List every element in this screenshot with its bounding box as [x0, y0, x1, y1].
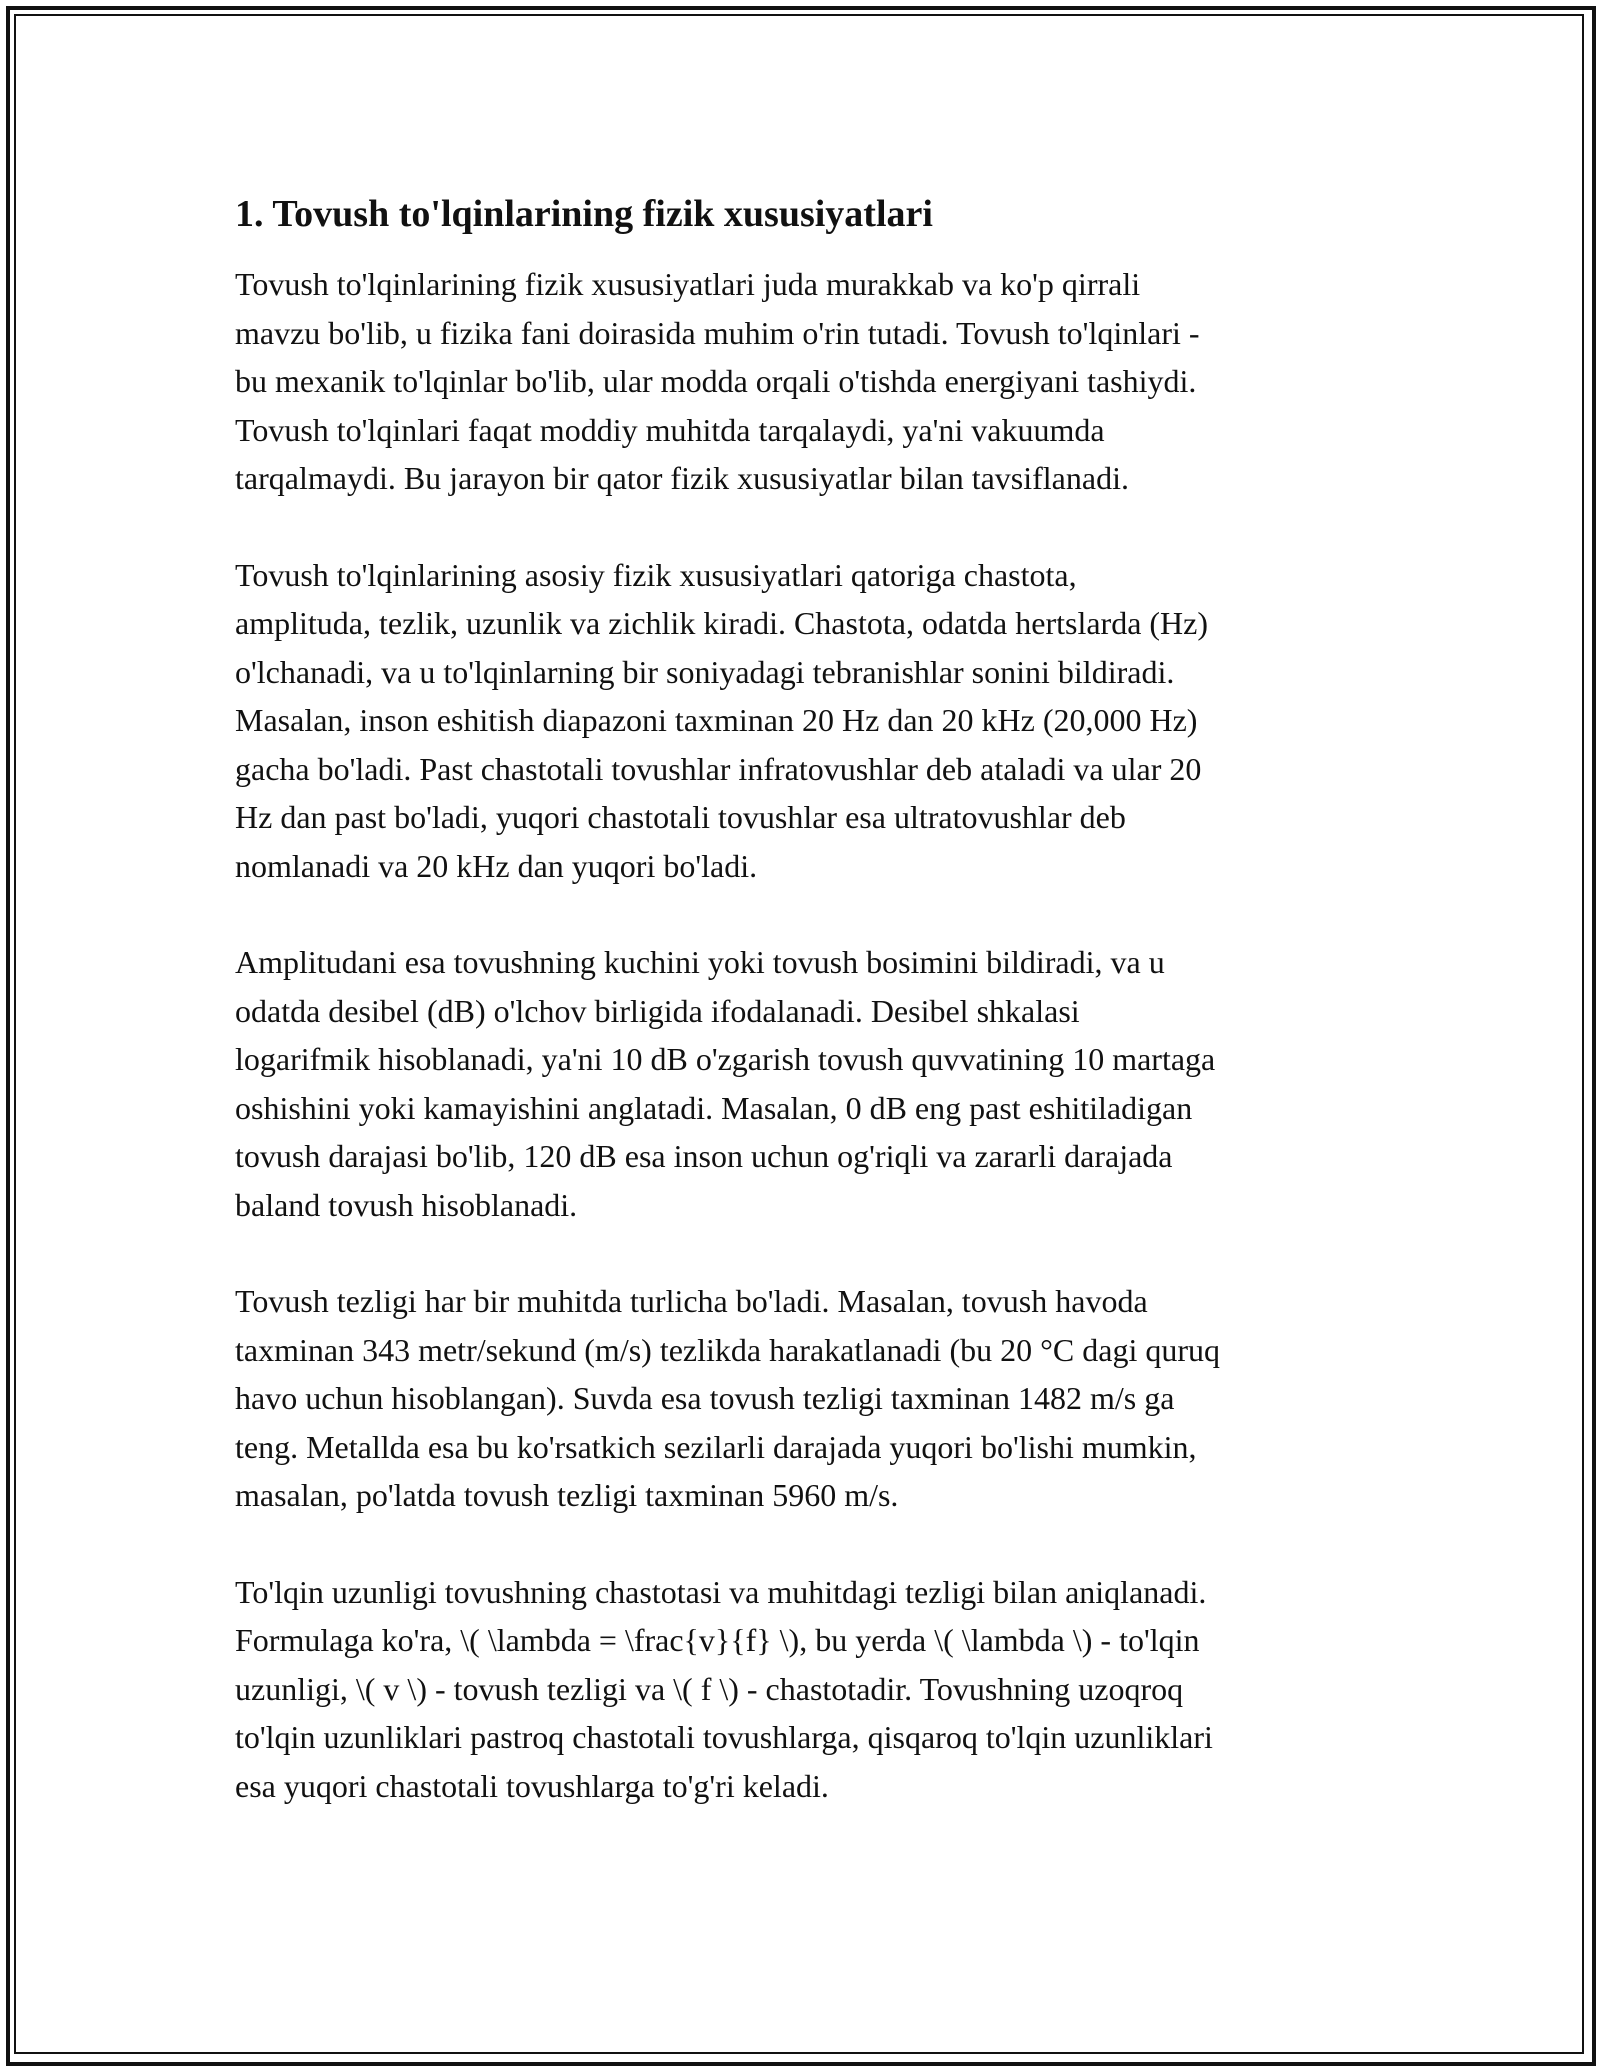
paragraph-intro [235, 260, 1365, 503]
text-line: to'lqin uzunliklari pastroq chastotali tovushlarga, qisqaroq to'lqin uzunliklari [235, 1719, 1213, 1755]
section-title: 1. Tovush to'lqinlarining fizik xususiyatlari [235, 193, 933, 235]
text-line: To'lqin uzunligi tovushning chastotasi va muhitdagi tezligi bilan aniqlanadi. [235, 1573, 1207, 1610]
text-line: Tovush tezligi har bir muhitda turlicha bo'ladi. Masalan, tovush havoda [235, 1283, 1148, 1319]
paragraph-frequency [235, 551, 1365, 891]
text-line: Formulaga ko'ra, \( \lambda = \frac{v}{f} \), bu yerda \( \lambda \) - to'lqin [235, 1622, 1200, 1658]
text-line: nomlanadi va 20 kHz dan yuqori bo'ladi. [235, 847, 758, 884]
paragraph-wavelength [235, 1568, 1365, 1811]
text-line: uzunligi, \( v \) - tovush tezligi va \( f \) - chastotadir. Tovushning uzoqroq [235, 1670, 1184, 1707]
text-line: taxminan 343 metr/sekund (m/s) tezlikda harakatlanadi (bu 20 °C dagi quruq [235, 1331, 1220, 1368]
text-line: masalan, po'latda tovush tezligi taxminan 5960 m/s. [235, 1477, 899, 1513]
text-line: teng. Metallda esa bu ko'rsatkich sezilarli darajada yuqori bo'lishi mumkin, [235, 1428, 1197, 1465]
text-line: bu mexanik to'lqinlar bo'lib, ular modda orqali o'tishda energiyani tashiydi. [235, 363, 1197, 399]
text-line: esa yuqori chastotali tovushlarga to'g'ri keladi. [235, 1767, 829, 1804]
text-line: amplituda, tezlik, uzunlik va zichlik kiradi. Chastota, odatda hertslarda (Hz) [235, 605, 1209, 641]
text-line: baland tovush hisoblanadi. [235, 1186, 578, 1223]
text-line: tovush darajasi bo'lib, 120 dB esa inson uchun og'riqli va zararli darajada [235, 1138, 1173, 1174]
text-line: havo uchun hisoblangan). Suvda esa tovush tezligi taxminan 1482 m/s ga [235, 1380, 1175, 1416]
text-line: Tovush to'lqinlari faqat moddiy muhitda tarqalaydi, ya'ni vakuumda [235, 411, 1105, 448]
document-body [235, 190, 1365, 1858]
text-line: odatda desibel (dB) o'lchov birligida ifodalanadi. Desibel shkalasi [235, 992, 1080, 1029]
text-line: tarqalmaydi. Bu jarayon bir qator fizik xususiyatlar bilan tavsiflanadi. [235, 460, 1129, 496]
paragraph-amplitude [235, 938, 1365, 1229]
text-line: o'lchanadi, va u to'lqinlarning bir soniyadagi tebranishlar sonini bildiradi. [235, 653, 1175, 690]
text-line: Amplitudani esa tovushning kuchini yoki tovush bosimini bildiradi, va u [235, 944, 1165, 980]
text-line: Tovush to'lqinlarining asosiy fizik xususiyatlari qatoriga chastota, [235, 556, 1077, 593]
text-line: oshishini yoki kamayishini anglatadi. Masalan, 0 dB eng past eshitiladigan [235, 1089, 1193, 1126]
text-line: gacha bo'ladi. Past chastotali tovushlar infratovushlar deb ataladi va ular 20 [235, 750, 1202, 787]
paragraph-speed [235, 1277, 1365, 1520]
text-line: mavzu bo'lib, u fizika fani doirasida muhim o'rin tutadi. Tovush to'lqinlari - [235, 314, 1200, 351]
text-line: Tovush to'lqinlarining fizik xususiyatlari juda murakkab va ko'p qirrali [235, 266, 1141, 302]
text-line: Hz dan past bo'ladi, yuqori chastotali tovushlar esa ultratovushlar deb [235, 799, 1126, 835]
text-line: logarifmik hisoblanadi, ya'ni 10 dB o'zgarish tovush quvvatining 10 martaga [235, 1041, 1216, 1077]
text-line: Masalan, inson eshitish diapazoni taxminan 20 Hz dan 20 kHz (20,000 Hz) [235, 702, 1198, 738]
